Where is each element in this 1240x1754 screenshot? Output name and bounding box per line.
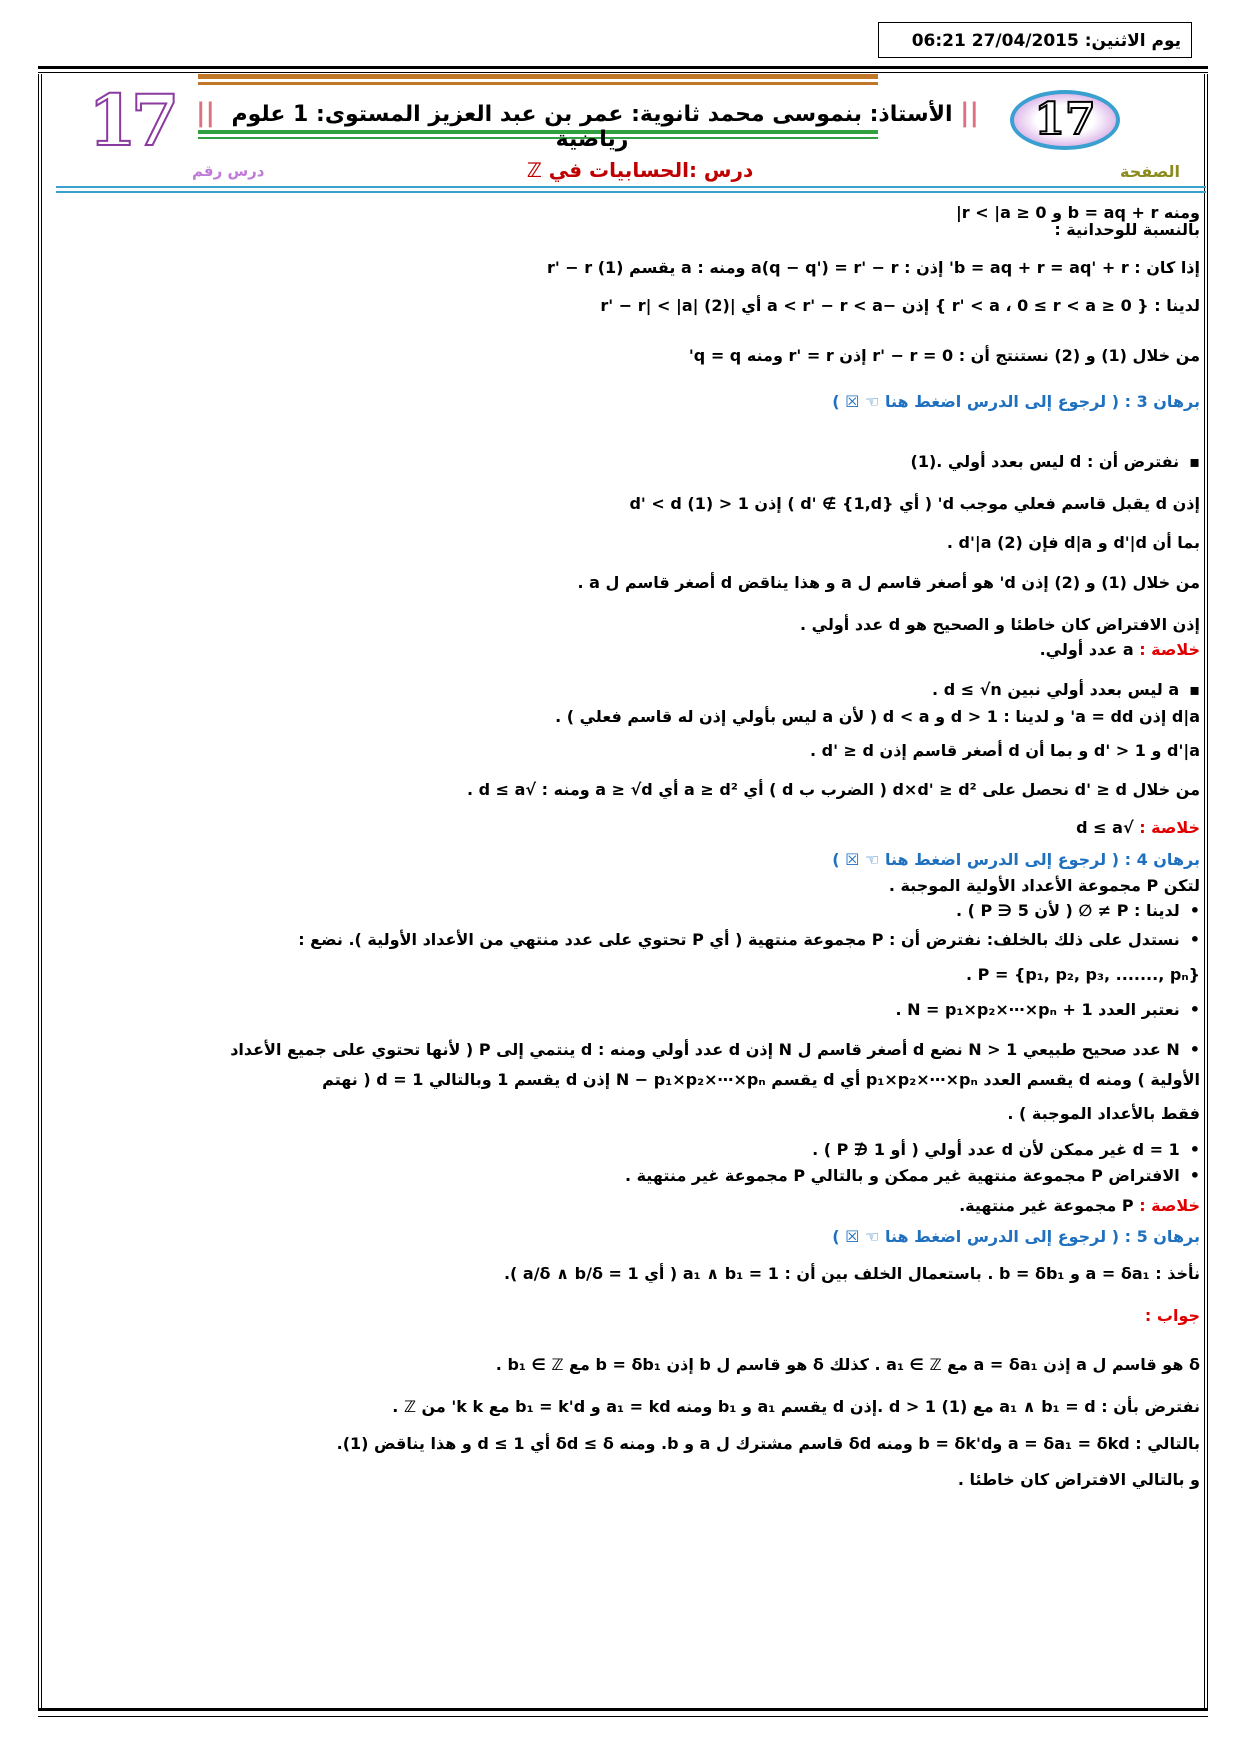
text-line: ▪ a ليس بعدد أولي نبين d ≤ √n . bbox=[932, 680, 1200, 699]
text-line: نأخذ : a = δa₁ و b = δb₁ . باستعمال الخلف بين أن : a₁ ∧ b₁ = 1 ( أي a/δ ∧ b/δ = 1 ). bbox=[503, 1264, 1200, 1283]
conclusion-line bbox=[1040, 640, 1200, 659]
conclusion-label: خلاصة : bbox=[1139, 1196, 1200, 1215]
text-line: • N عدد صحيح طبيعي N > 1 نضع d أصغر قاسم ل N إذن d عدد أولي ومنه : d ينتمي إلى P ( لأنها تحتوي على جميع الأعداد bbox=[230, 1040, 1200, 1059]
separator-blue bbox=[56, 186, 1206, 188]
top-rule-thin bbox=[38, 72, 1208, 73]
text-line: • لدينا : P ≠ ∅ ( لأن 5 ∈ P ) . bbox=[956, 901, 1200, 920]
proof-link-line[interactable]: برهان 3 : ( لرجوع إلى الدرس اضغط هنا ☜ ☒ ) bbox=[832, 392, 1200, 411]
bottom-rule bbox=[38, 1708, 1208, 1711]
page-label: الصفحة bbox=[1120, 162, 1181, 181]
text-line: من خلال (1) و (2) نستنتج أن : r' − r = 0 إذن r' = r ومنه q = q' bbox=[688, 346, 1200, 365]
text-line: d'|a و d' > 1 و بما أن d أصغر قاسم إذن d' ≥ d . bbox=[809, 741, 1200, 760]
proof-link-line[interactable]: برهان 4 : ( لرجوع إلى الدرس اضغط هنا ☜ ☒ ) bbox=[832, 850, 1200, 869]
conclusion-label: خلاصة : bbox=[1139, 818, 1200, 837]
page-number-big: 17 bbox=[88, 79, 174, 162]
conclusion-label: خلاصة : bbox=[1139, 640, 1200, 659]
text-line: الأولية ) ومنه d يقسم العدد p₁×p₂×⋯×pₙ أي d يقسم N − p₁×p₂×⋯×pₙ إذن d يقسم 1 وبالتالي d = 1 ( نهتم bbox=[322, 1070, 1200, 1089]
text-line: و بالتالي الافتراض كان خاطئا . bbox=[957, 1470, 1200, 1489]
text-line: • d = 1 غير ممكن لأن d عدد أولي ( أو 1 ∉ P ) . bbox=[812, 1140, 1200, 1159]
text-line: جواب : bbox=[1144, 1306, 1200, 1325]
header-bar-brown bbox=[198, 74, 878, 79]
text-line: P = {p₁, p₂, p₃, ......., pₙ} . bbox=[966, 965, 1200, 984]
top-rule bbox=[38, 66, 1208, 69]
text-line: بالتالي : a = δa₁ = δkd وb = δk'd ومنه δd قاسم مشترك ل a و b. ومنه δd ≤ δ أي d ≤ 1 و هذا يناقض (1). bbox=[336, 1434, 1200, 1453]
text-line: من خلال d' ≥ d نحصل على d×d' ≥ d² ( الضرب ب d ) أي a ≥ d² أي a ≥ √d ومنه : √d ≤ a . bbox=[466, 780, 1200, 799]
text-line: • نستدل على ذلك بالخلف: نفترض أن : P مجموعة منتهية ( أي P تحتوي على عدد منتهي من الأعداد الأولية ). نضع : bbox=[298, 930, 1200, 949]
lesson-title: درس :الحسابيات في ℤ bbox=[526, 158, 754, 182]
conclusion-text: P مجموعة غير منتهية. bbox=[959, 1196, 1140, 1215]
text-line: • نعتبر العدد N = p₁×p₂×⋯×pₙ + 1 . bbox=[895, 1000, 1200, 1019]
oval-number: 17 bbox=[1034, 94, 1096, 145]
date-box: يوم الاثنين: 27/04/2015 06:21 bbox=[878, 22, 1192, 58]
text-line: δ هو قاسم ل a إذن a = δa₁ مع a₁ ∈ ℤ . كذلك δ هو قاسم ل b إذن b = δb₁ مع b₁ ∈ ℤ . bbox=[495, 1355, 1200, 1374]
separator-blue-2 bbox=[56, 191, 1206, 193]
text-line: إذن الافتراض كان خاطئا و الصحيح هو d عدد أولي . bbox=[800, 615, 1200, 634]
text-line: ▪ نفترض أن : d ليس بعدد أولي .(1) bbox=[911, 452, 1200, 471]
text-line: لتكن P مجموعة الأعداد الأولية الموجبة . bbox=[888, 876, 1200, 895]
conclusion-line bbox=[959, 1196, 1200, 1215]
conclusion-text: a عدد أولي. bbox=[1039, 640, 1140, 659]
text-line: ومنه b = aq + r و 0 ≤ r < |a| bbox=[955, 203, 1200, 222]
text-line: d|a إذن a = dd' و لدينا : d > 1 و d < a ( لأن a ليس بأولي إذن له قاسم فعلي ) . bbox=[555, 707, 1200, 726]
text-line: إذن d يقبل قاسم فعلي موجب d' ( أي d' ∉ {1,d} ) إذن 1 < d' < d (1) bbox=[629, 494, 1200, 513]
bottom-rule-thin bbox=[38, 1716, 1208, 1717]
text-line: • الافتراض P مجموعة منتهية غير ممكن و بالتالي P مجموعة غير منتهية . bbox=[625, 1166, 1200, 1185]
text-line: فقط بالأعداد الموجبة ) . bbox=[1007, 1104, 1200, 1123]
lesson-number-label: درس رقم bbox=[192, 162, 265, 180]
text-line: لدينا : { 0 ≤ r' < a ، 0 ≤ r < a } إذن −a < r' − r < a أي |r' − r| < |a| (2) bbox=[600, 296, 1200, 315]
proof-link-line[interactable]: برهان 5 : ( لرجوع إلى الدرس اضغط هنا ☜ ☒ ) bbox=[832, 1227, 1200, 1246]
text-line: من خلال (1) و (2) إذن d' هو أصغر قاسم ل a و هذا يناقض d أصغر قاسم ل a . bbox=[577, 573, 1200, 592]
text-line: بما أن d'|d و d|a فإن d'|a (2) . bbox=[946, 533, 1200, 552]
teacher-line: الأستاذ: بنموسى محمد ثانوية: عمر بن عبد العزيز المستوى: 1 علوم رياضية bbox=[231, 102, 953, 152]
pipes-left: || bbox=[196, 98, 215, 128]
text-line: إذا كان : b = aq + r = aq' + r' إذن : a(q − q') = r' − r ومنه : a يقسم r' − r (1) bbox=[546, 258, 1200, 277]
text-line: نفترض بأن : a₁ ∧ b₁ = d مع d > 1 (1) .إذن d يقسم a₁ و b₁ ومنه a₁ = kd و b₁ = k'd مع k k' من ℤ . bbox=[392, 1397, 1200, 1416]
pipes-right: || bbox=[960, 98, 979, 128]
conclusion-line bbox=[1076, 818, 1200, 837]
text-line: بالنسبة للوحدانية : bbox=[1054, 220, 1200, 239]
header-bar-brown-2 bbox=[198, 82, 878, 85]
conclusion-text: √d ≤ a bbox=[1076, 818, 1140, 837]
